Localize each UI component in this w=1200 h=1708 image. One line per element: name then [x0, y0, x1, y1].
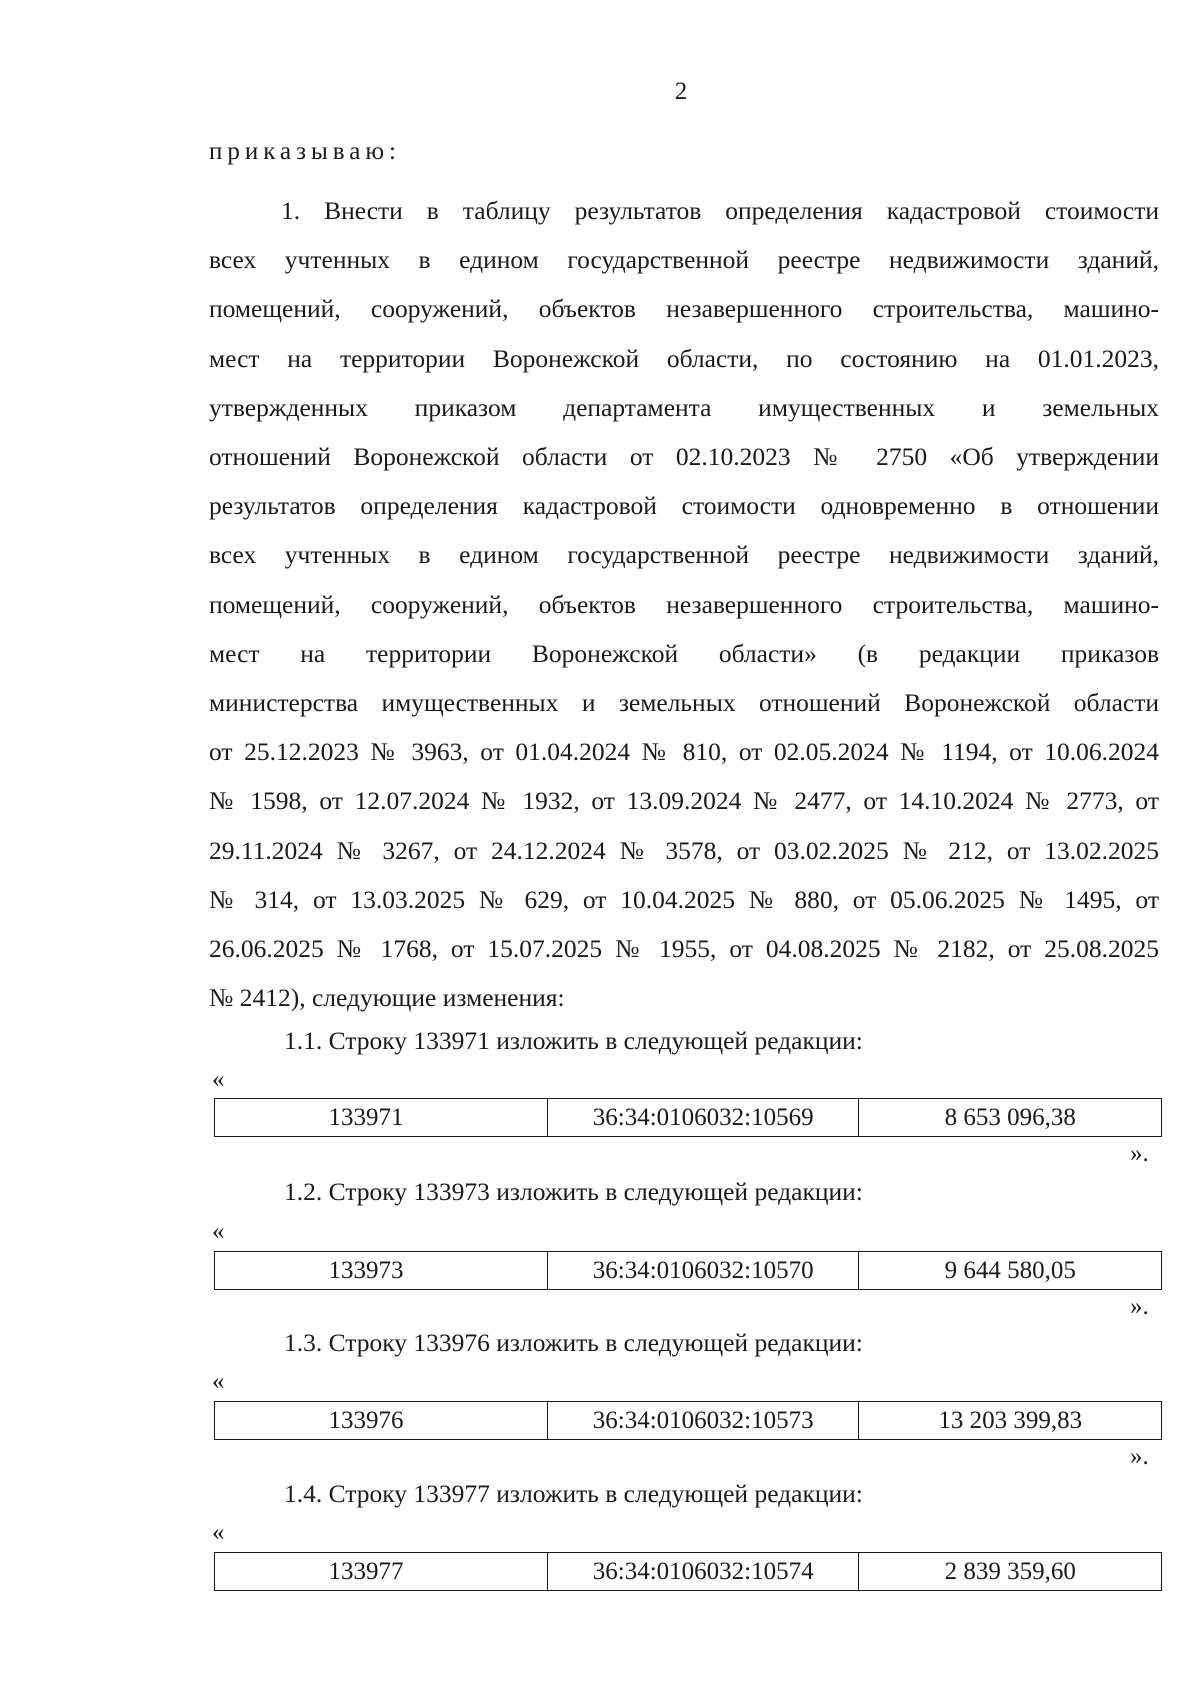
paragraph-line: № 2412), следующие изменения: [209, 983, 565, 1013]
paragraph-line: мест на территории Воронежской области, по состоянию на 01.01.2023, [209, 343, 1159, 373]
paragraph-line: 29.11.2024 № 3267, от 24.12.2024 № 3578, от 03.02.2025 № 212, от 13.02.2025 [209, 835, 1159, 865]
cadastral-number-cell: 36:34:0106032:10570 [547, 1252, 858, 1290]
paragraph-line: от 25.12.2023 № 3963, от 01.04.2024 № 810, от 02.05.2024 № 1194, от 10.06.2024 [209, 737, 1159, 767]
table-row [215, 1099, 1162, 1137]
paragraph-line: отношений Воронежской области от 02.10.2023 № 2750 «Об утверждении [209, 442, 1159, 472]
cadastral-value-cell: 9 644 580,05 [859, 1252, 1162, 1290]
row-number-cell: 133977 [215, 1553, 548, 1591]
table-row [215, 1553, 1162, 1591]
paragraph-line: помещений, сооружений, объектов незавершенного строительства, машино- [209, 589, 1159, 619]
paragraph-line: всех учтенных в едином государственной реестре недвижимости зданий, [209, 540, 1159, 570]
paragraph-line: № 1598, от 12.07.2024 № 1932, от 13.09.2024 № 2477, от 14.10.2024 № 2773, от [209, 786, 1159, 816]
item-title: 1.2. Строку 133973 изложить в следующей редакции: [284, 1177, 863, 1206]
cadastral-value-cell: 2 839 359,60 [859, 1553, 1162, 1591]
close-quote: ». [1130, 1293, 1149, 1320]
paragraph-line: 1. Внести в таблицу результатов определения кадастровой стоимости [281, 196, 1159, 225]
cadastral-number-cell: 36:34:0106032:10569 [547, 1099, 858, 1137]
open-quote: « [212, 1519, 225, 1546]
row-table [214, 1251, 1162, 1290]
row-table [214, 1098, 1162, 1137]
main-paragraph [209, 186, 1159, 1022]
row-number-cell: 133976 [215, 1402, 548, 1440]
item-title: 1.1. Строку 133971 изложить в следующей редакции: [284, 1026, 863, 1055]
open-quote: « [212, 1066, 225, 1093]
paragraph-line: 26.06.2025 № 1768, от 15.07.2025 № 1955, от 04.08.2025 № 2182, от 25.08.2025 [209, 934, 1159, 964]
paragraph-line: № 314, от 13.03.2025 № 629, от 10.04.2025 № 880, от 05.06.2025 № 1495, от [209, 884, 1159, 914]
item-title: 1.3. Строку 133976 изложить в следующей редакции: [284, 1328, 863, 1357]
close-quote: ». [1130, 1140, 1149, 1167]
paragraph-line: всех учтенных в едином государственной реестре недвижимости зданий, [209, 245, 1159, 275]
cadastral-value-cell: 13 203 399,83 [859, 1402, 1162, 1440]
row-table [214, 1401, 1162, 1440]
table-row [215, 1402, 1162, 1440]
cadastral-number-cell: 36:34:0106032:10573 [547, 1402, 858, 1440]
row-number-cell: 133971 [215, 1099, 548, 1137]
cadastral-value-cell: 8 653 096,38 [859, 1099, 1162, 1137]
cadastral-number-cell: 36:34:0106032:10574 [547, 1553, 858, 1591]
page-number: 2 [674, 78, 688, 105]
paragraph-line: утвержденных приказом департамента имущественных и земельных [209, 392, 1159, 422]
order-heading: приказываю: [209, 138, 401, 165]
close-quote: ». [1130, 1443, 1149, 1470]
paragraph-line: результатов определения кадастровой стоимости одновременно в отношении [209, 491, 1159, 521]
table-row [215, 1252, 1162, 1290]
row-table [214, 1552, 1162, 1591]
paragraph-line: мест на территории Воронежской области» (в редакции приказов [209, 638, 1159, 668]
row-number-cell: 133973 [215, 1252, 548, 1290]
open-quote: « [212, 1368, 225, 1395]
item-title: 1.4. Строку 133977 изложить в следующей редакции: [284, 1479, 863, 1508]
open-quote: « [212, 1218, 225, 1245]
paragraph-line: помещений, сооружений, объектов незавершенного строительства, машино- [209, 294, 1159, 324]
paragraph-line: министерства имущественных и земельных отношений Воронежской области [209, 688, 1159, 718]
